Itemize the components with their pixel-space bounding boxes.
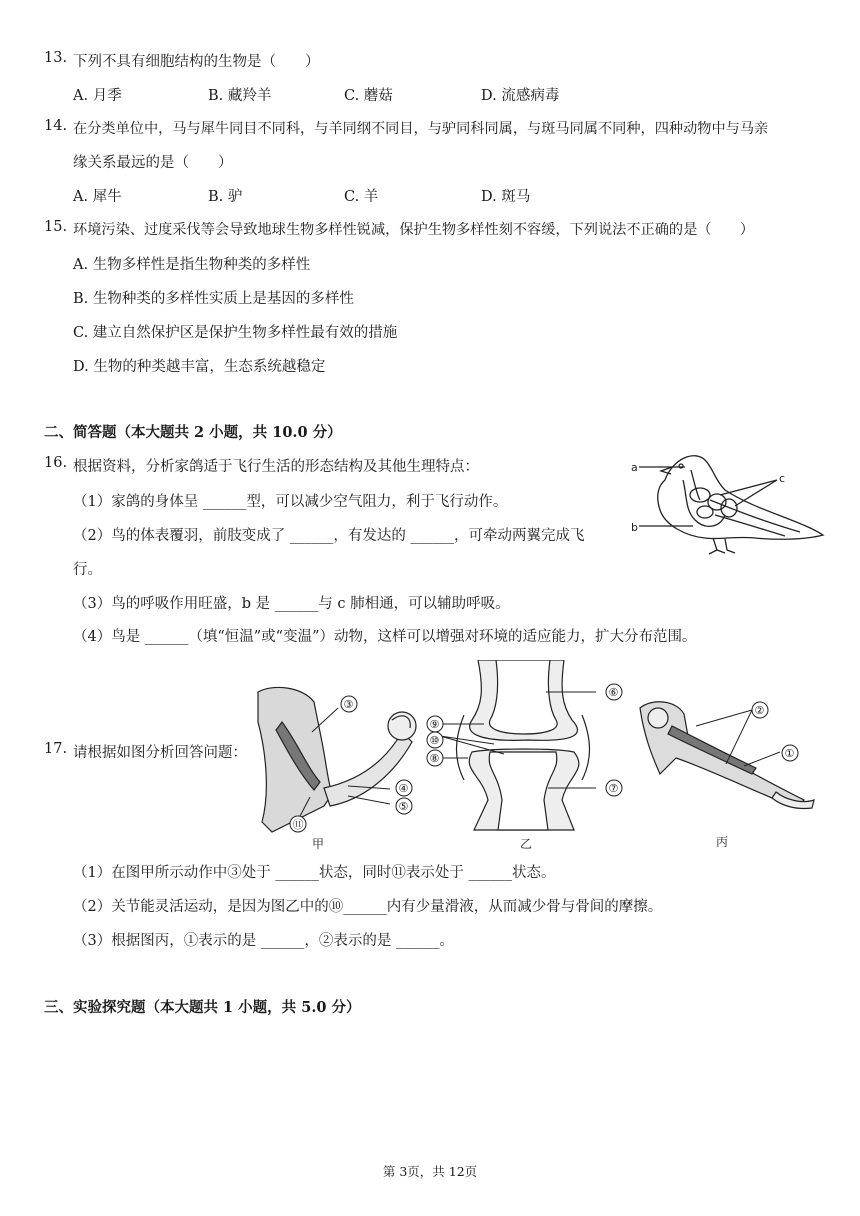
option-b: B. 驴: [208, 189, 243, 205]
label-3: ③: [343, 698, 354, 711]
question-number: 15.: [44, 219, 68, 235]
sub-question-2: （2）鸟的体表覆羽，前肢变成了 ______，有发达的 ______，可牵动两翼完成飞: [73, 528, 585, 544]
label-9: ⑨: [429, 718, 440, 731]
sub-question-1: （1）家鸽的身体呈 ______型，可以减少空气阻力，利于飞行动作。: [73, 494, 508, 510]
question-stem: 环境污染、过度采伐等会导致地球生物多样性锐减，保护生物多样性刻不容缓，下列说法不正确的是（ ）: [73, 222, 755, 238]
question-stem: 请根据如图分析回答问题：: [73, 745, 247, 761]
option-d: D. 生物的种类越丰富，生态系统越稳定: [73, 359, 326, 375]
option-c: C. 羊: [344, 189, 379, 205]
label-2: ②: [754, 704, 765, 717]
pigeon-figure: [625, 440, 825, 560]
sub-question-4: （4）鸟是 ______（填“恒温”或“变温”）动物，这样可以增强对环境的适应能力，扩大分布范围。: [73, 629, 697, 645]
option-c: C. 蘑菇: [344, 88, 393, 104]
label-b: b: [631, 521, 638, 534]
option-a: A. 犀牛: [73, 189, 122, 205]
label-a: a: [631, 461, 638, 474]
question-number: 14.: [44, 118, 68, 134]
sub-question-1: （1）在图甲所示动作中③处于 ______状态，同时⑪表示处于 ______状态。: [73, 865, 556, 881]
sub-question-2-cont: 行。: [73, 562, 102, 578]
option-a: A. 生物多样性是指生物种类的多样性: [73, 257, 311, 273]
question-stem: 在分类单位中，马与犀牛同目不同科，与羊同纲不同目，与驴同科同属，与斑马同属不同种，四种动物中与马亲: [73, 121, 769, 137]
sub-question-3: （3）根据图丙，①表示的是 ______，②表示的是 ______。: [73, 933, 454, 949]
question-stem: 下列不具有细胞结构的生物是（ ）: [73, 54, 320, 70]
sub-question-3: （3）鸟的呼吸作用旺盛，b 是 ______与 c 肺相通，可以辅助呼吸。: [73, 596, 510, 612]
sub-question-2: （2）关节能灵活运动，是因为图乙中的⑩______内有少量滑液，从而减少骨与骨间的摩擦。: [73, 899, 663, 915]
question-stem-cont: 缘关系最远的是（ ）: [73, 155, 233, 171]
caption-bing: 丙: [716, 835, 729, 849]
option-c: C. 建立自然保护区是保护生物多样性最有效的措施: [73, 325, 398, 341]
label-1: ①: [784, 747, 795, 760]
section-heading: 三、实验探究题（本大题共 1 小题，共 5.0 分）: [44, 999, 361, 1016]
caption-yi: 乙: [520, 837, 533, 851]
option-b: B. 生物种类的多样性实质上是基因的多样性: [73, 291, 354, 307]
label-6: ⑥: [608, 686, 619, 699]
joint-figure: [424, 660, 628, 852]
question-stem: 根据资料，分析家鸽适于飞行生活的形态结构及其他生理特点：: [73, 459, 479, 475]
section-heading: 二、简答题（本大题共 2 小题，共 10.0 分）: [44, 424, 342, 441]
label-8: ⑧: [429, 752, 440, 765]
label-5: ⑤: [398, 800, 409, 813]
question-number: 17.: [44, 741, 68, 757]
page-footer: 第 3页，共 12页: [382, 1164, 478, 1179]
label-11: ⑪: [292, 818, 304, 831]
caption-jia: 甲: [312, 837, 325, 851]
arm-flexion-figure: [252, 682, 424, 852]
option-d: D. 斑马: [481, 189, 531, 205]
question-number: 13.: [44, 50, 68, 66]
arm-extension-figure: [636, 696, 818, 852]
label-7: ⑦: [608, 782, 619, 795]
question-number: 16.: [44, 455, 68, 471]
label-4: ④: [398, 782, 409, 795]
option-d: D. 流感病毒: [481, 88, 560, 104]
label-c: c: [779, 472, 786, 485]
option-a: A. 月季: [73, 88, 122, 104]
label-10: ⑩: [429, 734, 440, 747]
option-b: B. 藏羚羊: [208, 88, 272, 104]
